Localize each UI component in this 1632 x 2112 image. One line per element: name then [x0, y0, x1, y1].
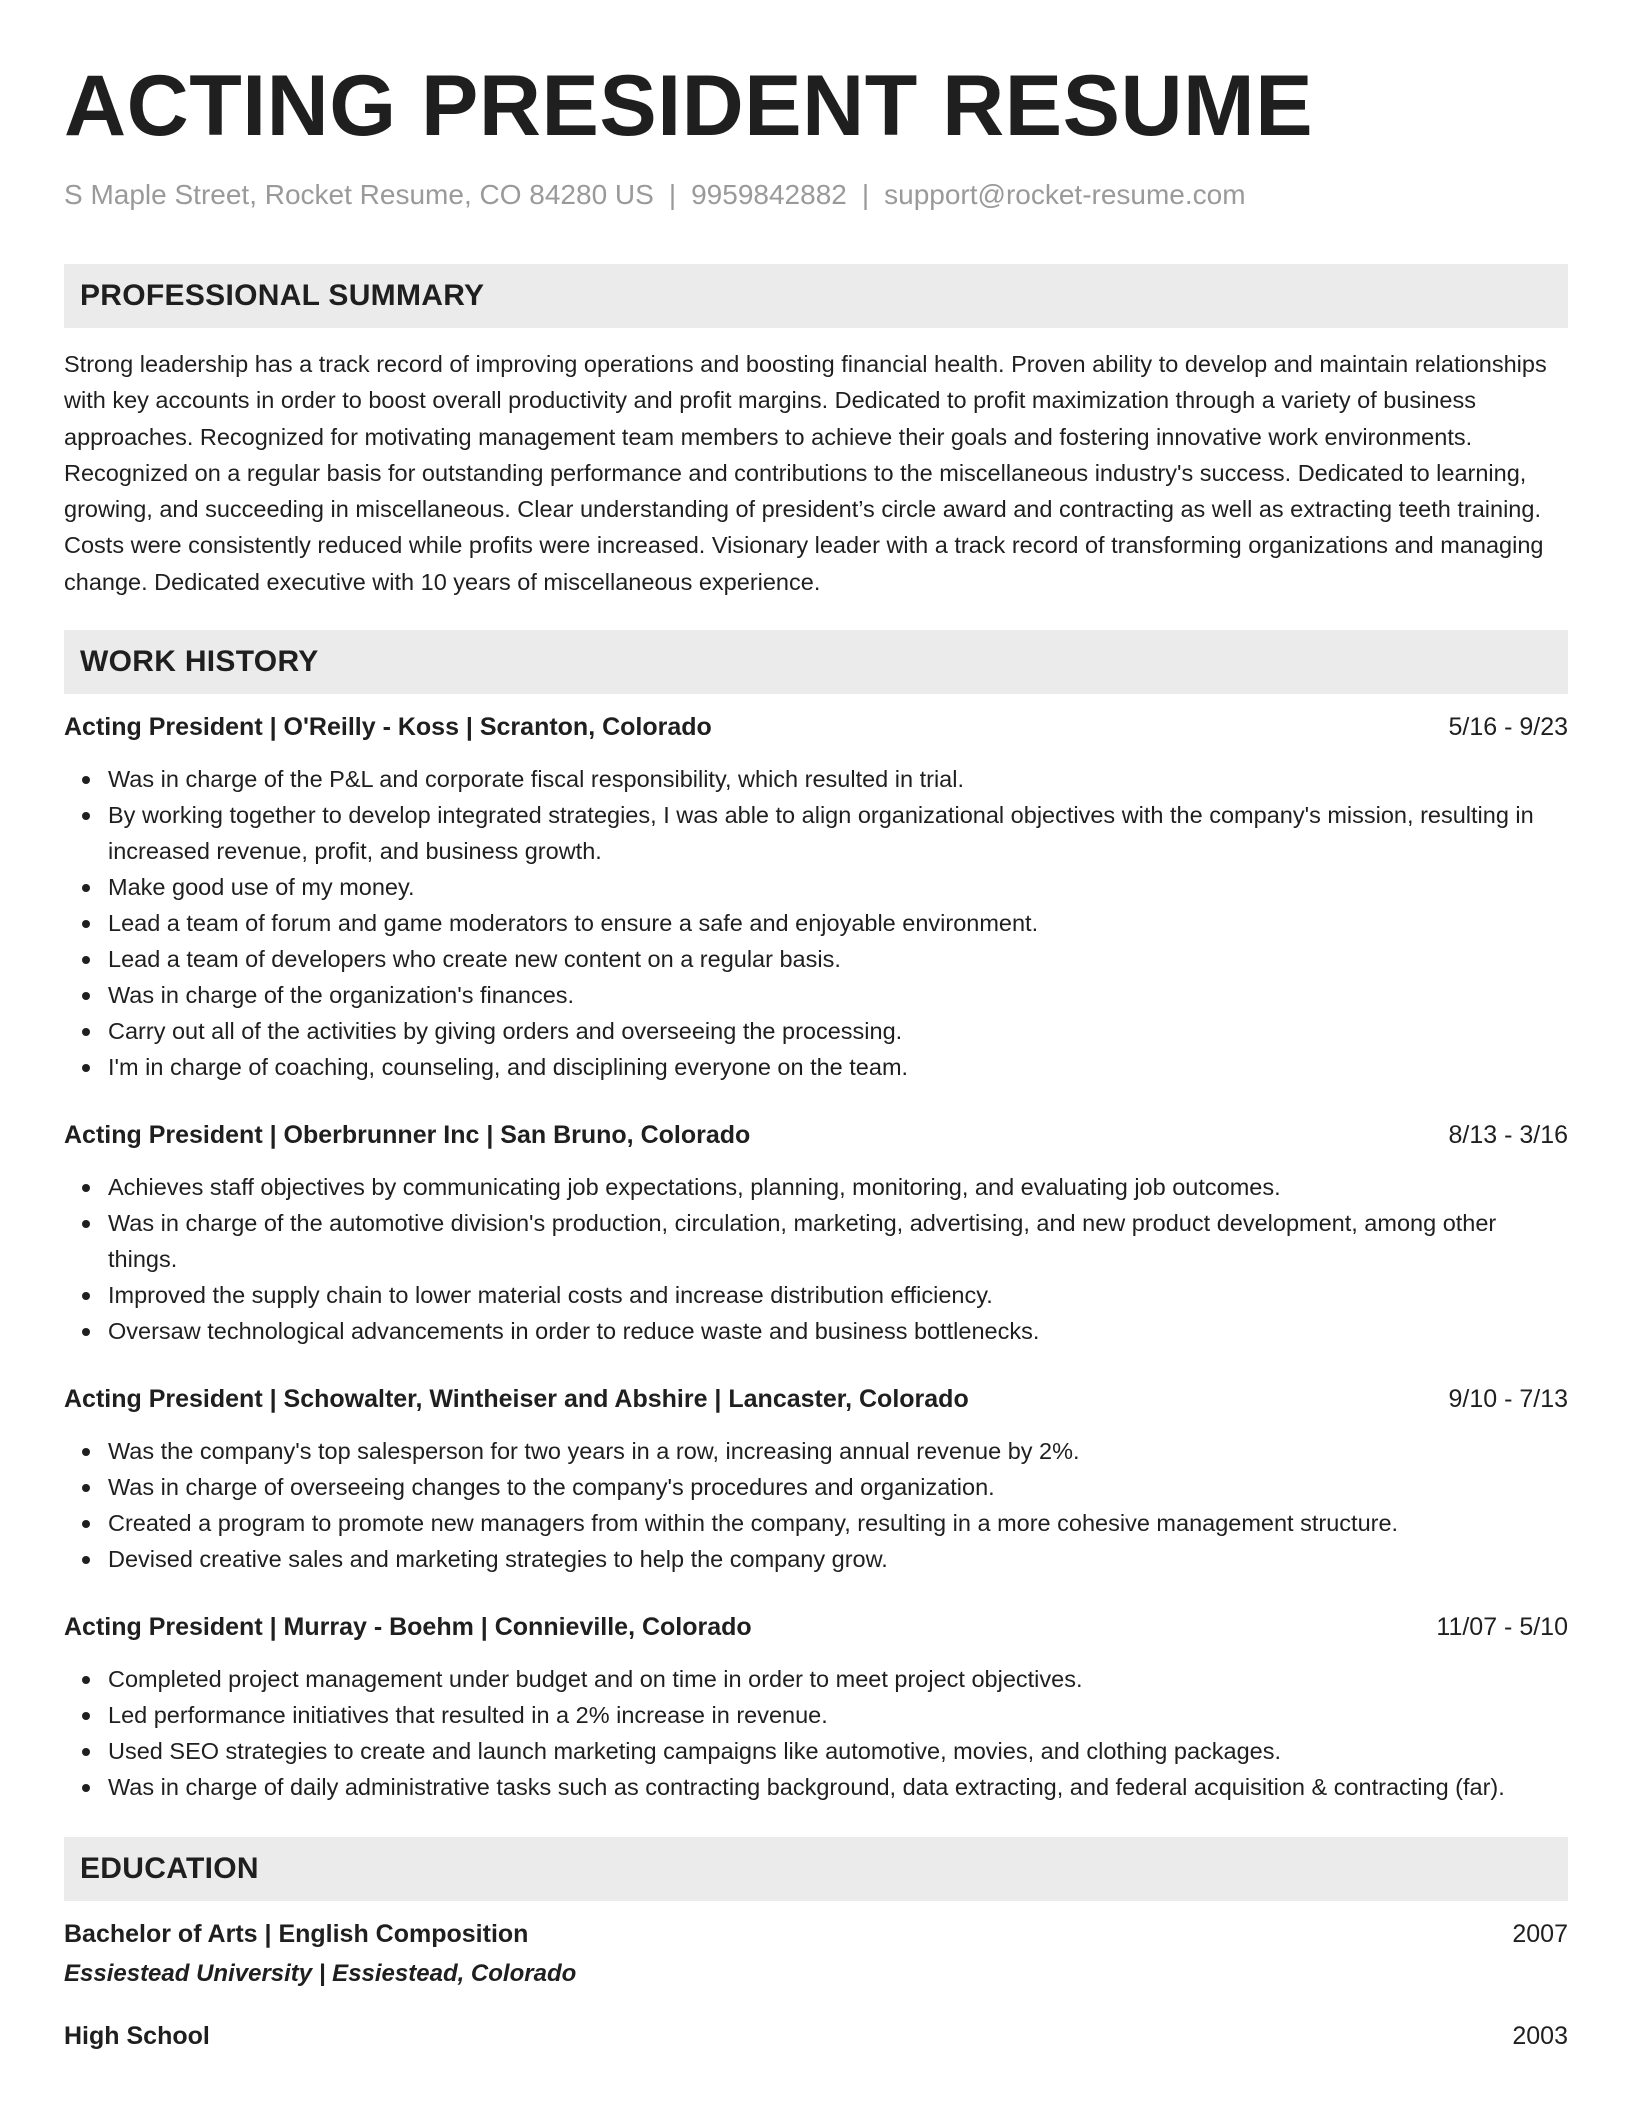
job-dates: 5/16 - 9/23 [1448, 713, 1568, 742]
job-heading-line [64, 1383, 1568, 1415]
job-bullet-list [64, 1433, 1568, 1577]
contact-separator: | [861, 179, 870, 210]
job-bullet: Was in charge of the organization's finances. [108, 977, 1568, 1013]
job-bullet: Completed project management under budget and on time in order to meet project objectives. [108, 1661, 1568, 1697]
job-bullet: Was in charge of the P&L and corporate fiscal responsibility, which resulted in trial. [108, 761, 1568, 797]
education-year: 2007 [1512, 1920, 1568, 1949]
job-bullet-list [64, 1169, 1568, 1349]
job-bullet: Achieves staff objectives by communicating job expectations, planning, monitoring, and evaluating job outcomes. [108, 1169, 1568, 1205]
contact-address: S Maple Street, Rocket Resume, CO 84280 US [64, 179, 654, 210]
job-bullet: Lead a team of forum and game moderators to ensure a safe and enjoyable environment. [108, 905, 1568, 941]
job-bullet: Devised creative sales and marketing strategies to help the company grow. [108, 1541, 1568, 1577]
education-degree: High School [64, 2022, 210, 2051]
job-bullet: Led performance initiatives that resulted in a 2% increase in revenue. [108, 1697, 1568, 1733]
education-year: 2003 [1512, 2022, 1568, 2051]
job-heading-line [64, 1119, 1568, 1151]
job-bullet: Lead a team of developers who create new content on a regular basis. [108, 941, 1568, 977]
job-entry [64, 1383, 1568, 1577]
job-title: Acting President | Schowalter, Wintheiser and Abshire | Lancaster, Colorado [64, 1385, 969, 1414]
job-dates: 9/10 - 7/13 [1448, 1385, 1568, 1414]
summary-text: Strong leadership has a track record of improving operations and boosting financial health. Proven ability to develop and maintain relationships with key accounts in order to boost overall productivity and profit margins. Dedicated to profit maximization through a variety of business approaches. Recognized for motivating management team members to achieve their goals and fostering innovative work environments. Recognized on a regular basis for outstanding performance and contributions to the miscellaneous industry's success. Dedicated to learning, growing, and succeeding in miscellaneous. Clear understanding of president’s circle award and contracting as well as extracting teeth training. Costs were consistently reduced while profits were increased. Visionary leader with a track record of transforming organizations and managing change. Dedicated executive with 10 years of miscellaneous experience. [64, 351, 1547, 595]
job-dates: 11/07 - 5/10 [1436, 1613, 1568, 1642]
job-bullet: Created a program to promote new managers from within the company, resulting in a more cohesive management structure. [108, 1505, 1568, 1541]
job-bullet: Was the company's top salesperson for two years in a row, increasing annual revenue by 2%. [108, 1433, 1568, 1469]
job-bullet: Carry out all of the activities by giving orders and overseeing the processing. [108, 1013, 1568, 1049]
job-dates: 8/13 - 3/16 [1448, 1121, 1568, 1150]
education-entry [64, 2020, 1568, 2052]
contact-phone: 9959842882 [691, 179, 847, 210]
job-bullet: Was in charge of overseeing changes to the company's procedures and organization. [108, 1469, 1568, 1505]
job-title: Acting President | O'Reilly - Koss | Scranton, Colorado [64, 713, 712, 742]
education-degree: Bachelor of Arts | English Composition [64, 1920, 529, 1949]
education-heading-line [64, 2020, 1568, 2052]
job-bullet: Oversaw technological advancements in order to reduce waste and business bottlenecks. [108, 1313, 1568, 1349]
job-bullet: By working together to develop integrated strategies, I was able to align organizational objectives with the company's mission, resulting in increased revenue, profit, and business growth. [108, 797, 1568, 869]
section-header-professional-summary: PROFESSIONAL SUMMARY [64, 264, 1568, 328]
job-bullet: Was in charge of daily administrative tasks such as contracting background, data extracting, and federal acquisition & contracting (far). [108, 1769, 1568, 1805]
job-bullet: I'm in charge of coaching, counseling, and disciplining everyone on the team. [108, 1049, 1568, 1085]
job-bullet: Used SEO strategies to create and launch marketing campaigns like automotive, movies, and clothing packages. [108, 1733, 1568, 1769]
job-bullet: Was in charge of the automotive division's production, circulation, marketing, advertising, and new product development, among other things. [108, 1205, 1568, 1277]
education-entry [64, 1918, 1568, 1990]
contact-email: support@rocket-resume.com [884, 179, 1246, 210]
job-entry [64, 1119, 1568, 1349]
resume-title: ACTING PRESIDENT RESUME [64, 58, 1314, 154]
section-header-work-history: WORK HISTORY [64, 630, 1568, 694]
job-entry [64, 1611, 1568, 1805]
education-heading-line [64, 1918, 1568, 1950]
job-entry [64, 711, 1568, 1085]
job-title: Acting President | Oberbrunner Inc | San Bruno, Colorado [64, 1121, 751, 1150]
job-heading-line [64, 1611, 1568, 1643]
contact-separator: | [668, 179, 677, 210]
job-heading-line [64, 711, 1568, 743]
job-title: Acting President | Murray - Boehm | Connieville, Colorado [64, 1613, 752, 1642]
job-bullet-list [64, 1661, 1568, 1805]
job-bullet: Make good use of my money. [108, 869, 1568, 905]
section-header-education: EDUCATION [64, 1837, 1568, 1901]
job-bullet: Improved the supply chain to lower material costs and increase distribution efficiency. [108, 1277, 1568, 1313]
job-bullet-list [64, 761, 1568, 1085]
contact-line [64, 178, 1568, 212]
education-school: Essiestead University | Essiestead, Colorado [64, 1960, 577, 1988]
